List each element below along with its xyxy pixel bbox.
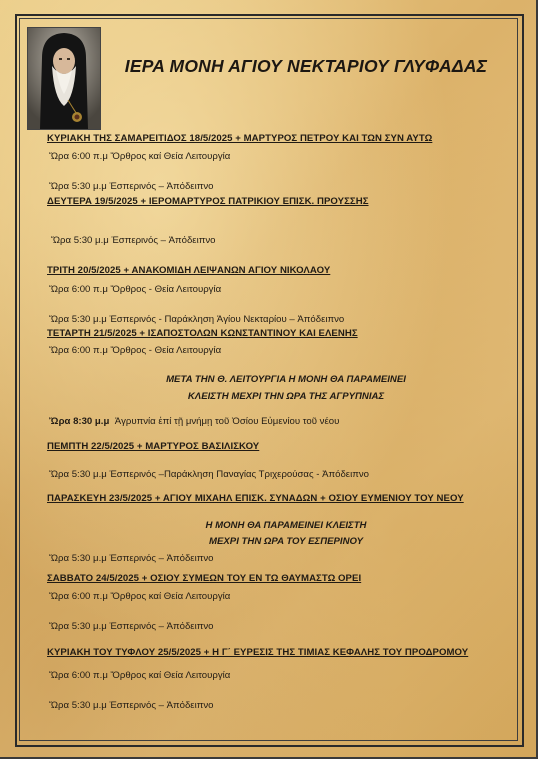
service-time: Ὥρα 8:30 μ.μ	[49, 416, 110, 427]
service-line: Ὥρα 5:30 μ.μ Ἑσπερινός – Ἀπόδειπνο	[51, 235, 216, 246]
service-line: Ὥρα 6:00 π.μ Ὄρθρος καί Θεία Λειτουργία	[49, 151, 231, 162]
service-line: Ὥρα 5:30 μ.μ Ἑσπερινός – Ἀπόδειπνο	[49, 181, 214, 192]
day-heading: ΣΑΒΒΑΤΟ 24/5/2025 + ΟΣΙΟΥ ΣΥΜΕΩΝ ΤΟΥ ΕΝ ΤΩ ΘΑΥΜΑΣΤΩ ΟΡΕΙ	[47, 573, 362, 584]
service-line: Ὥρα 5:30 μ.μ Ἑσπερινός – Ἀπόδειπνο	[49, 621, 214, 632]
closure-notice: ΚΛΕΙΣΤΗ ΜΕΧΡΙ ΤΗΝ ΩΡΑ ΤΗΣ ΑΓΡΥΠΝΙΑΣ	[187, 391, 385, 402]
day-heading: ΤΕΤΑΡΤΗ 21/5/2025 + ΙΣΑΠΟΣΤΟΛΩΝ ΚΩΝΣΤΑΝΤΙΝΟΥ ΚΑΙ ΕΛΕΝΗΣ	[47, 328, 358, 339]
service-line: Ὥρα 6:00 π.μ Ὄρθρος καί Θεία Λειτουργία	[49, 591, 231, 602]
service-line: Ὥρα 5:30 μ.μ Ἑσπερινός –Παράκληση Παναγίας Τριχερούσας - Ἀπόδειπνο	[49, 469, 369, 480]
service-line: Ὥρα 5:30 μ.μ Ἑσπερινός – Ἀπόδειπνο	[49, 553, 214, 564]
service-line: Ὥρα 6:00 π.μ Ὄρθρος καί Θεία Λειτουργία	[49, 670, 231, 681]
day-heading: ΚΥΡΙΑΚΗ ΤΗΣ ΣΑΜΑΡΕΙΤΙΔΟΣ 18/5/2025 + ΜΑΡΤΥΡΟΣ ΠΕΤΡΟΥ ΚΑΙ ΤΩΝ ΣΥΝ ΑΥΤΩ	[47, 133, 433, 144]
day-heading: ΠΑΡΑΣΚΕΥΗ 23/5/2025 + ΑΓΙΟΥ ΜΙΧΑΗΛ ΕΠΙΣΚ. ΣΥΝΑΔΩΝ + ΟΣΙΟΥ ΕΥΜΕΝΙΟΥ ΤΟΥ ΝΕΟΥ	[47, 493, 464, 504]
closure-notice: ΜΕΤΑ ΤΗΝ Θ. ΛΕΙΤΟΥΡΓΙΑ Η ΜΟΝΗ ΘΑ ΠΑΡΑΜΕΙΝΕΙ	[166, 374, 406, 385]
saint-portrait-image	[27, 27, 101, 130]
day-heading: ΠΕΜΠΤΗ 22/5/2025 + ΜΑΡΤΥΡΟΣ ΒΑΣΙΛΙΣΚΟΥ	[47, 441, 260, 452]
closure-notice: Η ΜΟΝΗ ΘΑ ΠΑΡΑΜΕΙΝΕΙ ΚΛΕΙΣΤΗ	[205, 520, 367, 531]
saint-portrait-icon	[28, 28, 100, 129]
service-line: Ὥρα 6:00 π.μ Ὄρθρος - Θεία Λειτουργία	[49, 284, 222, 295]
service-line: Ὥρα 5:30 μ.μ Ἑσπερινός - Παράκληση Ἁγίου Νεκταρίου – Ἀπόδειπνο	[49, 314, 345, 325]
day-heading: ΤΡΙΤΗ 20/5/2025 + ΑΝΑΚΟΜΙΔΗ ΛΕΙΨΑΝΩΝ ΑΓΙΟΥ ΝΙΚΟΛΑΟΥ	[47, 265, 331, 276]
service-text: Ἀγρυπνία ἐπί τῇ μνήμῃ τοῦ Ὁσίου Εὐμενίου τοῦ νέου	[114, 416, 340, 427]
day-heading: ΚΥΡΙΑΚΗ ΤΟΥ ΤΥΦΛΟΥ 25/5/2025 + Η Γ΄ ΕΥΡΕΣΙΣ ΤΗΣ ΤΙΜΙΑΣ ΚΕΦΑΛΗΣ ΤΟΥ ΠΡΟΔΡΟΜΟΥ	[47, 647, 469, 658]
service-line: Ὥρα 6:00 π.μ Ὄρθρος - Θεία Λειτουργία	[49, 345, 222, 356]
closure-notice: ΜΕΧΡΙ ΤΗΝ ΩΡΑ ΤΟΥ ΕΣΠΕΡΙΝΟΥ	[209, 536, 363, 547]
service-line	[49, 416, 339, 427]
service-line: Ὥρα 5:30 μ.μ Ἑσπερινός – Ἀπόδειπνο	[49, 700, 214, 711]
day-heading: ΔΕΥΤΕΡΑ 19/5/2025 + ΙΕΡΟΜΑΡΤΥΡΟΣ ΠΑΤΡΙΚΙΟΥ ΕΠΙΣΚ. ΠΡΟΥΣΣΗΣ	[47, 196, 369, 207]
page-title: ΙΕΡΑ ΜΟΝΗ ΑΓΙΟΥ ΝΕΚΤΑΡΙΟΥ ΓΛΥΦΑΔΑΣ	[124, 56, 488, 76]
